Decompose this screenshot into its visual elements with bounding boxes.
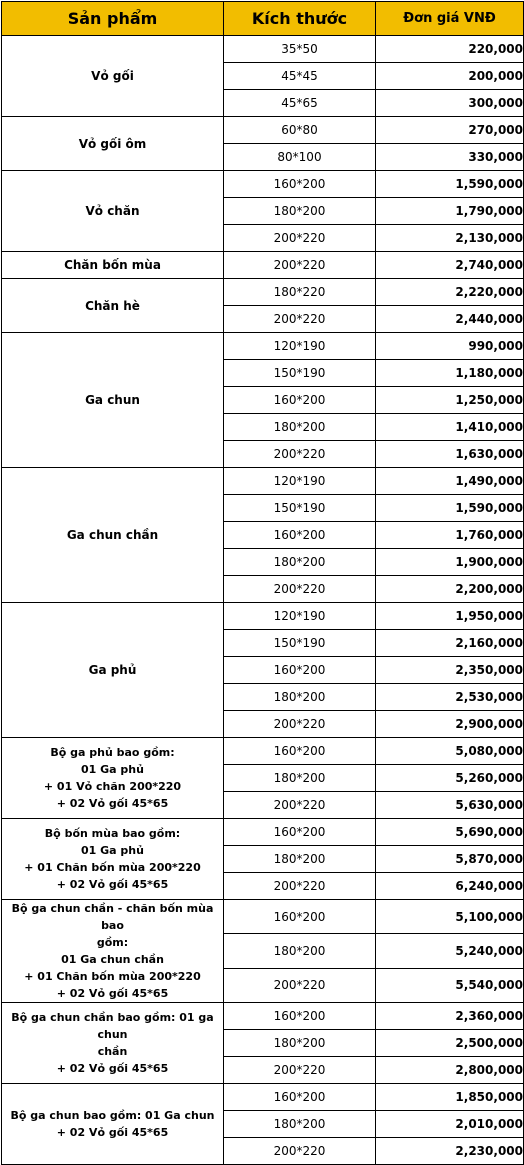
size-cell: 160*200 [224, 819, 376, 846]
product-line: Bộ ga chun chần bao gồm: 01 ga chun [11, 1011, 214, 1041]
size-cell: 180*200 [224, 549, 376, 576]
table-row [2, 819, 524, 846]
product-line: Vỏ gối ôm [78, 136, 147, 151]
product-line: Bộ ga phủ bao gồm: [50, 746, 175, 759]
price-cell: 2,130,000 [376, 225, 524, 252]
table-row [2, 117, 524, 144]
product-line: + 02 Vỏ gối 45*65 [56, 987, 169, 1000]
size-cell: 180*220 [224, 279, 376, 306]
price-cell: 2,440,000 [376, 306, 524, 333]
size-cell: 180*200 [224, 198, 376, 225]
price-cell: 6,240,000 [376, 873, 524, 900]
size-cell: 45*45 [224, 63, 376, 90]
product-cell [2, 1003, 224, 1084]
size-cell: 160*200 [224, 171, 376, 198]
product-line: 01 Ga chun chần [61, 953, 164, 966]
header-size: Kích thước [224, 2, 376, 36]
price-cell: 220,000 [376, 36, 524, 63]
price-cell: 2,220,000 [376, 279, 524, 306]
product-line: Bộ bốn mùa bao gồm: [44, 827, 181, 840]
product-line: Bộ ga chun chần - chăn bốn mùa bao [11, 902, 214, 932]
size-cell: 180*200 [224, 684, 376, 711]
price-cell: 5,260,000 [376, 765, 524, 792]
price-cell: 2,010,000 [376, 1111, 524, 1138]
size-cell: 200*220 [224, 1138, 376, 1165]
product-line: gồm: [96, 936, 129, 949]
table-row [2, 603, 524, 630]
price-cell: 1,900,000 [376, 549, 524, 576]
size-cell: 160*200 [224, 657, 376, 684]
price-cell: 200,000 [376, 63, 524, 90]
size-cell: 200*220 [224, 252, 376, 279]
price-cell: 1,630,000 [376, 441, 524, 468]
product-line: + 02 Vỏ gối 45*65 [56, 878, 169, 891]
price-cell: 5,100,000 [376, 900, 524, 934]
size-cell: 180*200 [224, 765, 376, 792]
price-cell: 5,540,000 [376, 968, 524, 1002]
price-cell: 2,530,000 [376, 684, 524, 711]
product-cell [2, 171, 224, 252]
size-cell: 60*80 [224, 117, 376, 144]
product-cell [2, 819, 224, 900]
product-line: Vỏ chăn [85, 204, 140, 218]
product-line: Vỏ gối [91, 69, 134, 83]
size-cell: 80*100 [224, 144, 376, 171]
size-cell: 160*200 [224, 738, 376, 765]
size-cell: 35*50 [224, 36, 376, 63]
table-row [2, 1084, 524, 1111]
table-row [2, 171, 524, 198]
price-cell: 1,790,000 [376, 198, 524, 225]
size-cell: 160*200 [224, 900, 376, 934]
size-cell: 120*190 [224, 333, 376, 360]
size-cell: 160*200 [224, 387, 376, 414]
product-line: + 01 Vỏ chăn 200*220 [43, 780, 182, 793]
table-row [2, 36, 524, 63]
size-cell: 160*200 [224, 1084, 376, 1111]
size-cell: 150*190 [224, 360, 376, 387]
price-cell: 1,410,000 [376, 414, 524, 441]
size-cell: 200*220 [224, 792, 376, 819]
price-cell: 5,240,000 [376, 934, 524, 968]
price-cell: 1,760,000 [376, 522, 524, 549]
product-line: 01 Ga phủ [81, 844, 144, 857]
size-cell: 180*200 [224, 846, 376, 873]
price-cell: 300,000 [376, 90, 524, 117]
price-cell: 2,360,000 [376, 1003, 524, 1030]
product-line: + 01 Chăn bốn mùa 200*220 [24, 861, 201, 874]
product-line: + 02 Vỏ gối 45*65 [56, 1126, 169, 1139]
product-cell [2, 1084, 224, 1165]
product-line: 01 Ga phủ [81, 763, 144, 776]
price-cell: 1,490,000 [376, 468, 524, 495]
price-cell: 2,160,000 [376, 630, 524, 657]
product-cell [2, 603, 224, 738]
price-cell: 1,590,000 [376, 495, 524, 522]
price-cell: 5,690,000 [376, 819, 524, 846]
price-table [1, 1, 524, 1165]
price-cell: 5,870,000 [376, 846, 524, 873]
product-line: Ga chun [85, 393, 140, 407]
size-cell: 200*220 [224, 441, 376, 468]
price-cell: 5,630,000 [376, 792, 524, 819]
price-cell: 2,200,000 [376, 576, 524, 603]
table-row [2, 900, 524, 934]
product-line: + 01 Chăn bốn mùa 200*220 [24, 970, 201, 983]
product-line: Chăn hè [85, 298, 140, 313]
product-cell [2, 468, 224, 603]
price-cell: 990,000 [376, 333, 524, 360]
size-cell: 45*65 [224, 90, 376, 117]
price-cell: 1,850,000 [376, 1084, 524, 1111]
size-cell: 180*200 [224, 414, 376, 441]
price-cell: 270,000 [376, 117, 524, 144]
table-body [2, 36, 524, 1165]
size-cell: 200*220 [224, 711, 376, 738]
price-cell: 5,080,000 [376, 738, 524, 765]
price-cell: 1,950,000 [376, 603, 524, 630]
price-cell: 1,590,000 [376, 171, 524, 198]
price-cell: 2,900,000 [376, 711, 524, 738]
product-line: Chăn bốn mùa [64, 258, 161, 272]
product-cell [2, 900, 224, 1003]
product-cell [2, 252, 224, 279]
header-row [2, 2, 524, 36]
header-product: Sản phẩm [2, 2, 224, 36]
size-cell: 120*190 [224, 468, 376, 495]
size-cell: 200*220 [224, 225, 376, 252]
size-cell: 160*200 [224, 1003, 376, 1030]
product-cell [2, 333, 224, 468]
product-line: + 02 Vỏ gối 45*65 [56, 797, 169, 810]
price-cell: 2,230,000 [376, 1138, 524, 1165]
size-cell: 200*220 [224, 306, 376, 333]
price-cell: 330,000 [376, 144, 524, 171]
size-cell: 200*220 [224, 873, 376, 900]
table-row [2, 333, 524, 360]
product-line: Ga chun chần [66, 528, 159, 542]
size-cell: 200*220 [224, 576, 376, 603]
size-cell: 200*220 [224, 968, 376, 1002]
size-cell: 150*190 [224, 630, 376, 657]
price-cell: 1,250,000 [376, 387, 524, 414]
price-cell: 2,740,000 [376, 252, 524, 279]
size-cell: 180*200 [224, 1111, 376, 1138]
product-cell [2, 117, 224, 171]
table-row [2, 738, 524, 765]
size-cell: 150*190 [224, 495, 376, 522]
price-cell: 1,180,000 [376, 360, 524, 387]
table-row [2, 279, 524, 306]
price-cell: 2,350,000 [376, 657, 524, 684]
table-row [2, 1003, 524, 1030]
table-row [2, 468, 524, 495]
product-line: Ga phủ [88, 663, 137, 677]
table-row [2, 252, 524, 279]
product-line: chần [97, 1045, 128, 1058]
size-cell: 160*200 [224, 522, 376, 549]
size-cell: 180*200 [224, 1030, 376, 1057]
size-cell: 180*200 [224, 934, 376, 968]
price-cell: 2,800,000 [376, 1057, 524, 1084]
product-line: + 02 Vỏ gối 45*65 [56, 1062, 169, 1075]
size-cell: 120*190 [224, 603, 376, 630]
product-cell [2, 738, 224, 819]
product-cell [2, 279, 224, 333]
header-price: Đơn giá VNĐ [376, 2, 524, 36]
size-cell: 200*220 [224, 1057, 376, 1084]
product-cell [2, 36, 224, 117]
product-line: Bộ ga chun bao gồm: 01 Ga chun [10, 1109, 215, 1122]
price-cell: 2,500,000 [376, 1030, 524, 1057]
